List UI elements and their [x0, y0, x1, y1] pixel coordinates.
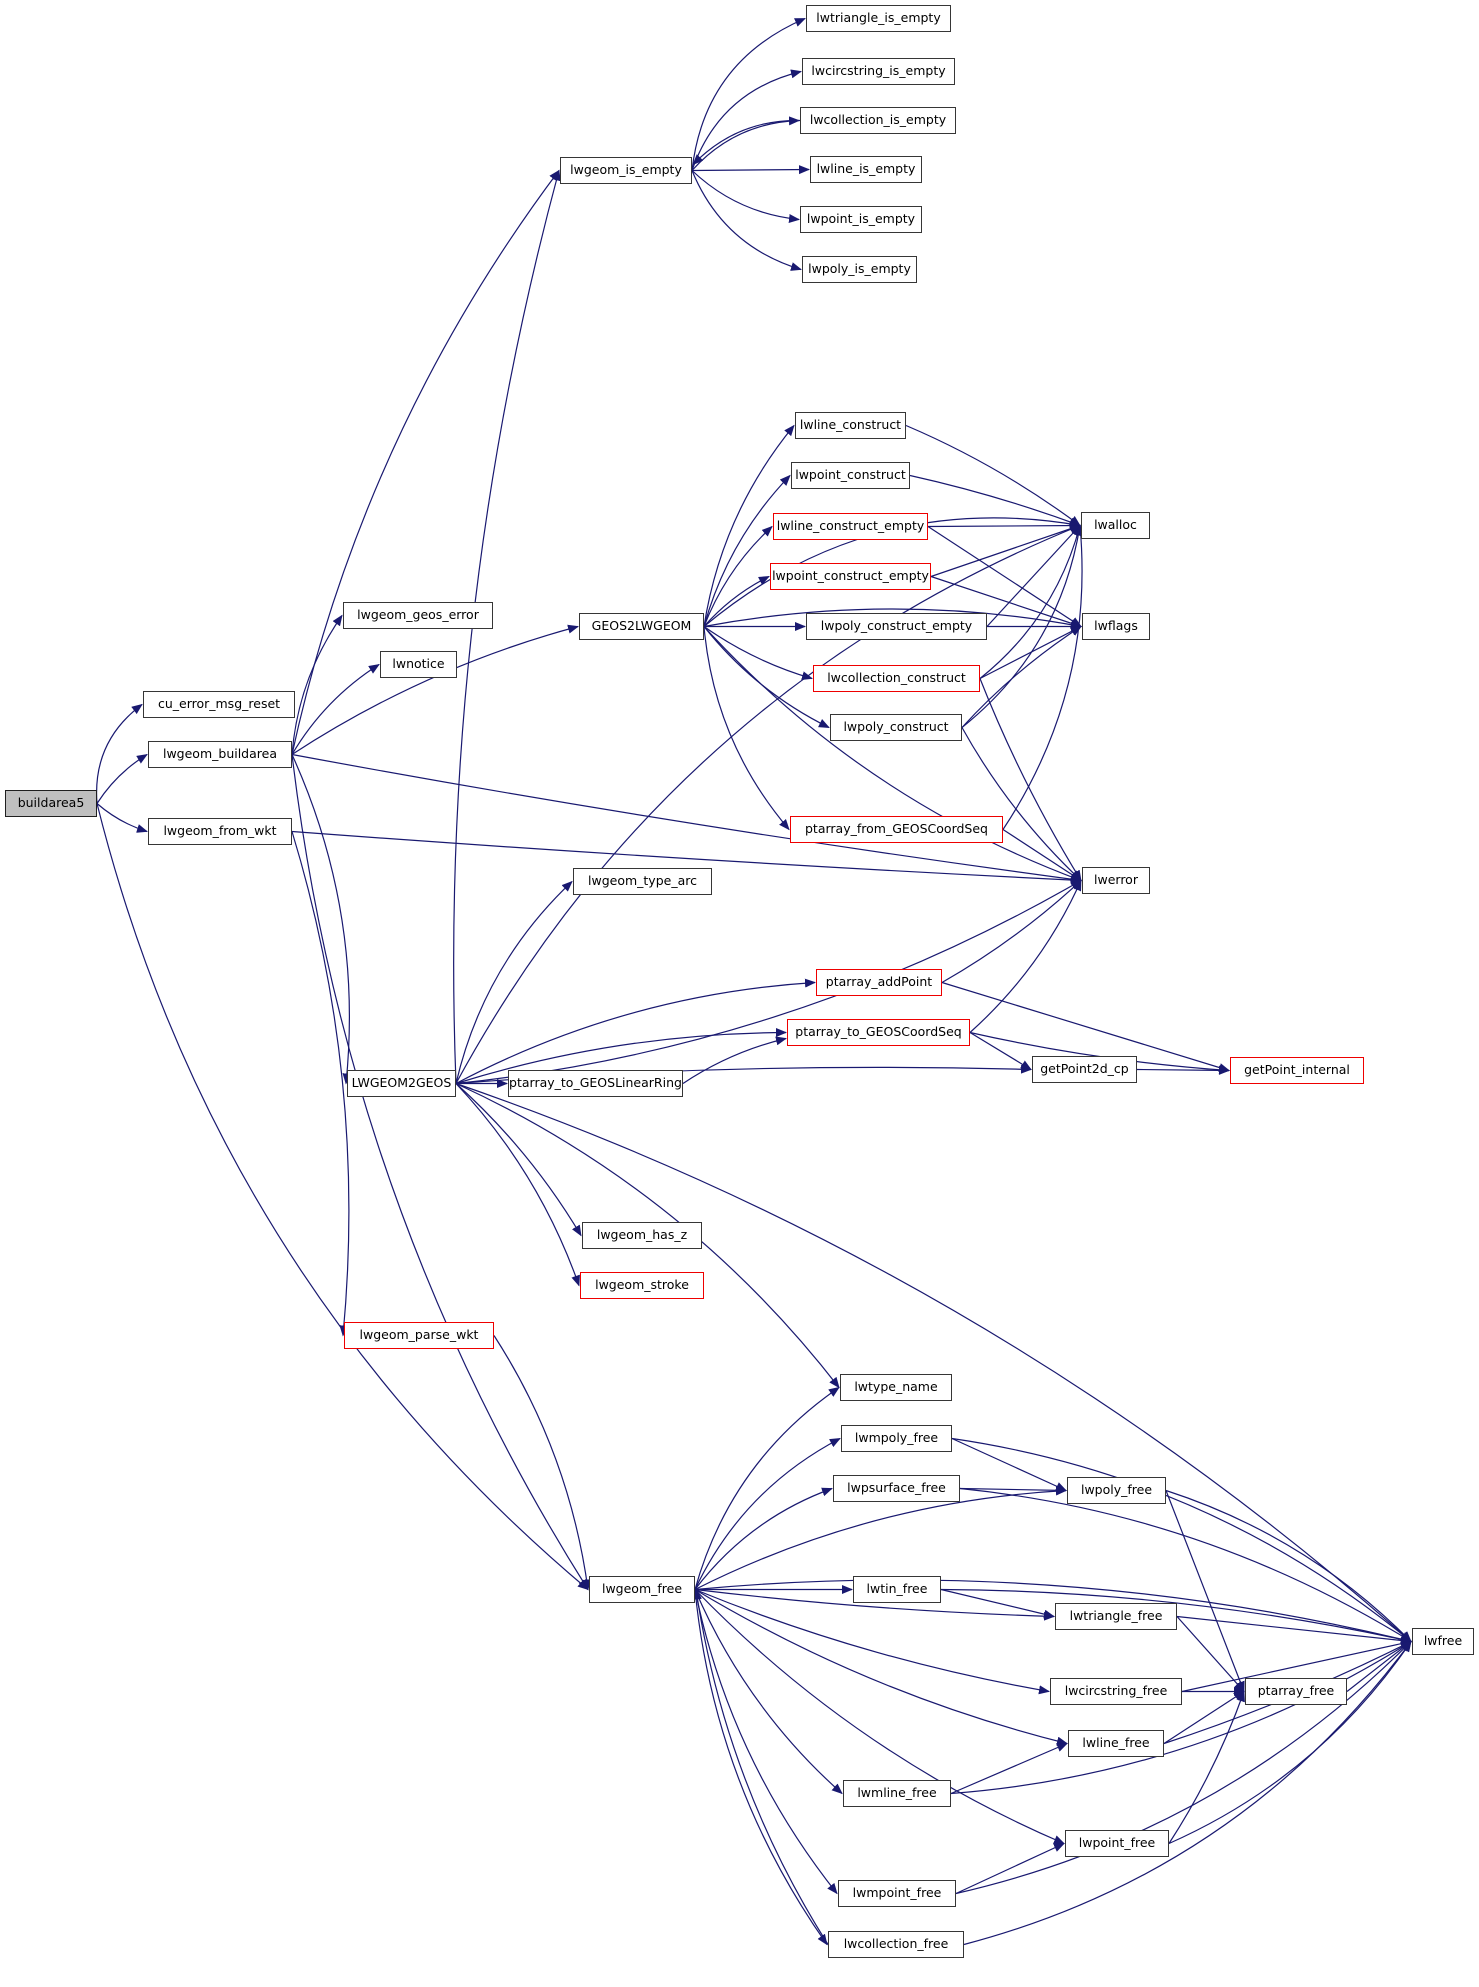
node-lwcollection_is_empty[interactable]: lwcollection_is_empty [800, 107, 956, 134]
edge-lwpoint_free-lwfree [1169, 1642, 1411, 1844]
edge-lwtriangle_free-ptarray_free [1177, 1617, 1244, 1692]
node-lwpoly_free[interactable]: lwpoly_free [1067, 1477, 1166, 1504]
node-lwnotice[interactable]: lwnotice [380, 651, 457, 678]
edge-lwgeom_is_empty-lwline_is_empty [692, 170, 809, 171]
edge-LWGEOM2GEOS-lwalloc [456, 526, 1080, 1084]
node-lwcircstring_is_empty[interactable]: lwcircstring_is_empty [802, 58, 955, 85]
edge-lwgeom_free-lwcollection_free [695, 1590, 827, 1945]
edge-lwgeom_is_empty-lwpoint_is_empty [692, 171, 799, 220]
node-lwline_is_empty[interactable]: lwline_is_empty [810, 156, 922, 183]
edge-GEOS2LWGEOM-ptarray_from_GEOSCoordSeq [704, 627, 789, 830]
node-lwline_free[interactable]: lwline_free [1068, 1730, 1164, 1757]
node-GEOS2LWGEOM[interactable]: GEOS2LWGEOM [579, 613, 704, 640]
edge-lwmline_free-lwfree [951, 1642, 1411, 1794]
node-lwgeom_type_arc[interactable]: lwgeom_type_arc [573, 868, 712, 895]
edge-lwgeom_free-lwmpoint_free [695, 1590, 837, 1894]
node-lwcollection_free[interactable]: lwcollection_free [828, 1931, 964, 1958]
edge-lwgeom_from_wkt-lwgeom_parse_wkt [292, 832, 349, 1336]
edge-lwline_construct_empty-lwflags [928, 527, 1081, 627]
node-lwgeom_is_empty[interactable]: lwgeom_is_empty [560, 157, 692, 184]
edge-lwpoly_construct-lwerror [962, 728, 1081, 881]
node-lwpoly_is_empty[interactable]: lwpoly_is_empty [802, 256, 917, 283]
node-ptarray_from_GEOSCoordSeq[interactable]: ptarray_from_GEOSCoordSeq [790, 816, 1003, 843]
node-lwpoly_construct_empty[interactable]: lwpoly_construct_empty [806, 613, 987, 640]
edge-lwgeom_free-lwmline_free [695, 1590, 842, 1794]
node-lwgeom_free[interactable]: lwgeom_free [589, 1576, 695, 1603]
edge-lwtin_free-lwtriangle_free [941, 1590, 1054, 1617]
edge-ptarray_free-lwfree [1347, 1642, 1411, 1692]
edge-buildarea5-lwgeom_buildarea [97, 755, 147, 804]
node-ptarray_to_GEOSCoordSeq[interactable]: ptarray_to_GEOSCoordSeq [787, 1019, 970, 1046]
edge-lwpoly_free-lwfree [1166, 1491, 1411, 1642]
node-lwtin_free[interactable]: lwtin_free [853, 1576, 941, 1603]
edge-lwgeom_buildarea-lwgeom_free [292, 755, 588, 1590]
edge-LWGEOM2GEOS-lwfree [456, 1084, 1411, 1642]
node-lwgeom_buildarea[interactable]: lwgeom_buildarea [148, 741, 292, 768]
node-lwgeom_stroke[interactable]: lwgeom_stroke [580, 1272, 704, 1299]
node-lwpoint_construct[interactable]: lwpoint_construct [791, 462, 910, 489]
edge-buildarea5-lwgeom_from_wkt [97, 804, 147, 832]
edge-buildarea5-lwgeom_free [97, 804, 588, 1590]
edge-lwgeom_is_empty-lwcollection_is_empty [692, 121, 799, 171]
edge-lwgeom_free-lwfree [695, 1580, 1411, 1642]
edge-lwmpoly_free-lwfree [952, 1439, 1411, 1642]
edge-lwpoly_free-ptarray_free [1166, 1491, 1244, 1692]
node-lwpoint_free[interactable]: lwpoint_free [1065, 1830, 1169, 1857]
edge-lwmline_free-lwline_free [951, 1744, 1067, 1794]
node-getPoint_internal[interactable]: getPoint_internal [1230, 1057, 1364, 1084]
edge-lwgeom_is_empty-lwtriangle_is_empty [692, 19, 805, 171]
edge-buildarea5-cu_error_msg_reset [97, 705, 142, 804]
edge-lwmpoint_free-lwpoint_free [956, 1844, 1064, 1894]
node-ptarray_free[interactable]: ptarray_free [1245, 1678, 1347, 1705]
edge-lwgeom_free-lwpsurface_free [695, 1489, 832, 1590]
edge-lwpoint_free-ptarray_free [1169, 1692, 1244, 1844]
edge-lwgeom_free-lwcircstring_free [695, 1590, 1049, 1692]
edge-ptarray_to_GEOSCoordSeq-getPoint2d_cp [970, 1033, 1031, 1070]
edge-lwline_construct-lwalloc [906, 426, 1080, 526]
node-getPoint2d_cp[interactable]: getPoint2d_cp [1032, 1056, 1137, 1083]
edge-LWGEOM2GEOS-lwgeom_stroke [456, 1084, 579, 1286]
node-lwpoint_is_empty[interactable]: lwpoint_is_empty [800, 206, 922, 233]
node-ptarray_to_GEOSLinearRing[interactable]: ptarray_to_GEOSLinearRing [508, 1070, 683, 1097]
node-lwtype_name[interactable]: lwtype_name [840, 1374, 952, 1401]
edge-lwline_construct_empty-lwalloc [928, 526, 1080, 527]
node-cu_error_msg_reset[interactable]: cu_error_msg_reset [143, 691, 295, 718]
edge-lwcollection_construct-lwerror [980, 679, 1081, 881]
node-lwgeom_has_z[interactable]: lwgeom_has_z [582, 1222, 702, 1249]
edge-GEOS2LWGEOM-lwline_construct_empty [704, 527, 772, 627]
edge-lwpsurface_free-lwpoly_free [960, 1489, 1066, 1491]
edge-lwgeom_buildarea-lwgeom_geos_error [292, 616, 342, 755]
edge-lwgeom_is_empty-lwcircstring_is_empty [692, 72, 801, 171]
node-buildarea5[interactable]: buildarea5 [5, 790, 97, 817]
node-lwfree[interactable]: lwfree [1412, 1628, 1474, 1655]
edge-LWGEOM2GEOS-lwgeom_type_arc [456, 882, 572, 1084]
edge-lwcollection_construct-lwflags [980, 627, 1081, 679]
node-lwline_construct_empty[interactable]: lwline_construct_empty [773, 513, 928, 540]
edge-lwgeom_buildarea-GEOS2LWGEOM [292, 627, 578, 755]
node-lwgeom_from_wkt[interactable]: lwgeom_from_wkt [148, 818, 292, 845]
edge-ptarray_to_GEOSLinearRing-ptarray_to_GEOSCoordSeq [683, 1039, 786, 1084]
node-lwcircstring_free[interactable]: lwcircstring_free [1050, 1678, 1182, 1705]
edge-lwcollection_free-lwgeom_free [696, 1590, 828, 1945]
node-lwpoly_construct[interactable]: lwpoly_construct [830, 714, 962, 741]
node-lwpoint_construct_empty[interactable]: lwpoint_construct_empty [770, 563, 931, 590]
edge-lwgeom_buildarea-LWGEOM2GEOS [292, 755, 349, 1084]
edge-lwmpoly_free-lwpoly_free [952, 1439, 1066, 1491]
edge-lwgeom_free-lwline_free [695, 1590, 1067, 1744]
node-LWGEOM2GEOS[interactable]: LWGEOM2GEOS [347, 1070, 456, 1097]
node-lwmpoint_free[interactable]: lwmpoint_free [838, 1880, 956, 1907]
edge-LWGEOM2GEOS-lwgeom_has_z [456, 1084, 581, 1236]
node-lwmpoly_free[interactable]: lwmpoly_free [841, 1425, 952, 1452]
edge-lwcollection_is_empty-lwgeom_is_empty [693, 120, 800, 164]
edge-lwgeom_free-lwpoly_free [695, 1491, 1066, 1590]
edge-lwgeom_buildarea-lwnotice [292, 665, 379, 755]
node-lwline_construct[interactable]: lwline_construct [795, 412, 906, 439]
edge-lwgeom_parse_wkt-lwgeom_free [494, 1336, 588, 1590]
edge-GEOS2LWGEOM-lwpoly_construct [704, 627, 829, 728]
node-ptarray_addPoint[interactable]: ptarray_addPoint [816, 969, 942, 996]
edge-lwtriangle_free-lwfree [1177, 1617, 1411, 1642]
edge-lwpoint_construct_empty-lwalloc [931, 526, 1080, 577]
node-lwtriangle_is_empty[interactable]: lwtriangle_is_empty [806, 5, 951, 32]
edge-lwgeom_free-lwmpoly_free [695, 1439, 840, 1590]
edge-ptarray_from_GEOSCoordSeq-lwerror [1003, 830, 1081, 881]
edge-lwpoint_construct-lwalloc [910, 476, 1080, 526]
node-lwalloc[interactable]: lwalloc [1081, 512, 1150, 539]
edge-GEOS2LWGEOM-lwcollection_construct [704, 627, 812, 679]
node-lwgeom_parse_wkt[interactable]: lwgeom_parse_wkt [344, 1322, 494, 1349]
node-lwgeom_geos_error[interactable]: lwgeom_geos_error [343, 602, 493, 629]
edge-LWGEOM2GEOS-ptarray_addPoint [456, 983, 815, 1084]
edge-lwpsurface_free-lwfree [960, 1489, 1411, 1642]
edge-lwpoly_construct_empty-lwalloc [987, 526, 1080, 627]
edge-getPoint2d_cp-getPoint_internal [1137, 1070, 1229, 1071]
node-lwerror[interactable]: lwerror [1082, 867, 1150, 894]
edge-lwcollection_construct-lwalloc [980, 526, 1080, 679]
edge-GEOS2LWGEOM-lwpoint_construct_empty [704, 577, 769, 627]
edge-ptarray_to_GEOSCoordSeq-lwerror [970, 881, 1081, 1033]
edge-ptarray_from_GEOSCoordSeq-lwalloc [1003, 526, 1082, 830]
edge-lwgeom_is_empty-lwpoly_is_empty [692, 171, 801, 270]
node-lwpsurface_free[interactable]: lwpsurface_free [833, 1475, 960, 1502]
node-lwtriangle_free[interactable]: lwtriangle_free [1055, 1603, 1177, 1630]
node-lwflags[interactable]: lwflags [1082, 613, 1150, 640]
edge-ptarray_addPoint-lwerror [942, 881, 1081, 983]
node-lwmline_free[interactable]: lwmline_free [843, 1780, 951, 1807]
edge-lwgeom_free-lwtype_name [695, 1388, 839, 1590]
edge-LWGEOM2GEOS-lwerror [456, 881, 1081, 1084]
node-lwcollection_construct[interactable]: lwcollection_construct [813, 665, 980, 692]
edge-GEOS2LWGEOM-lwpoint_construct [704, 476, 790, 627]
